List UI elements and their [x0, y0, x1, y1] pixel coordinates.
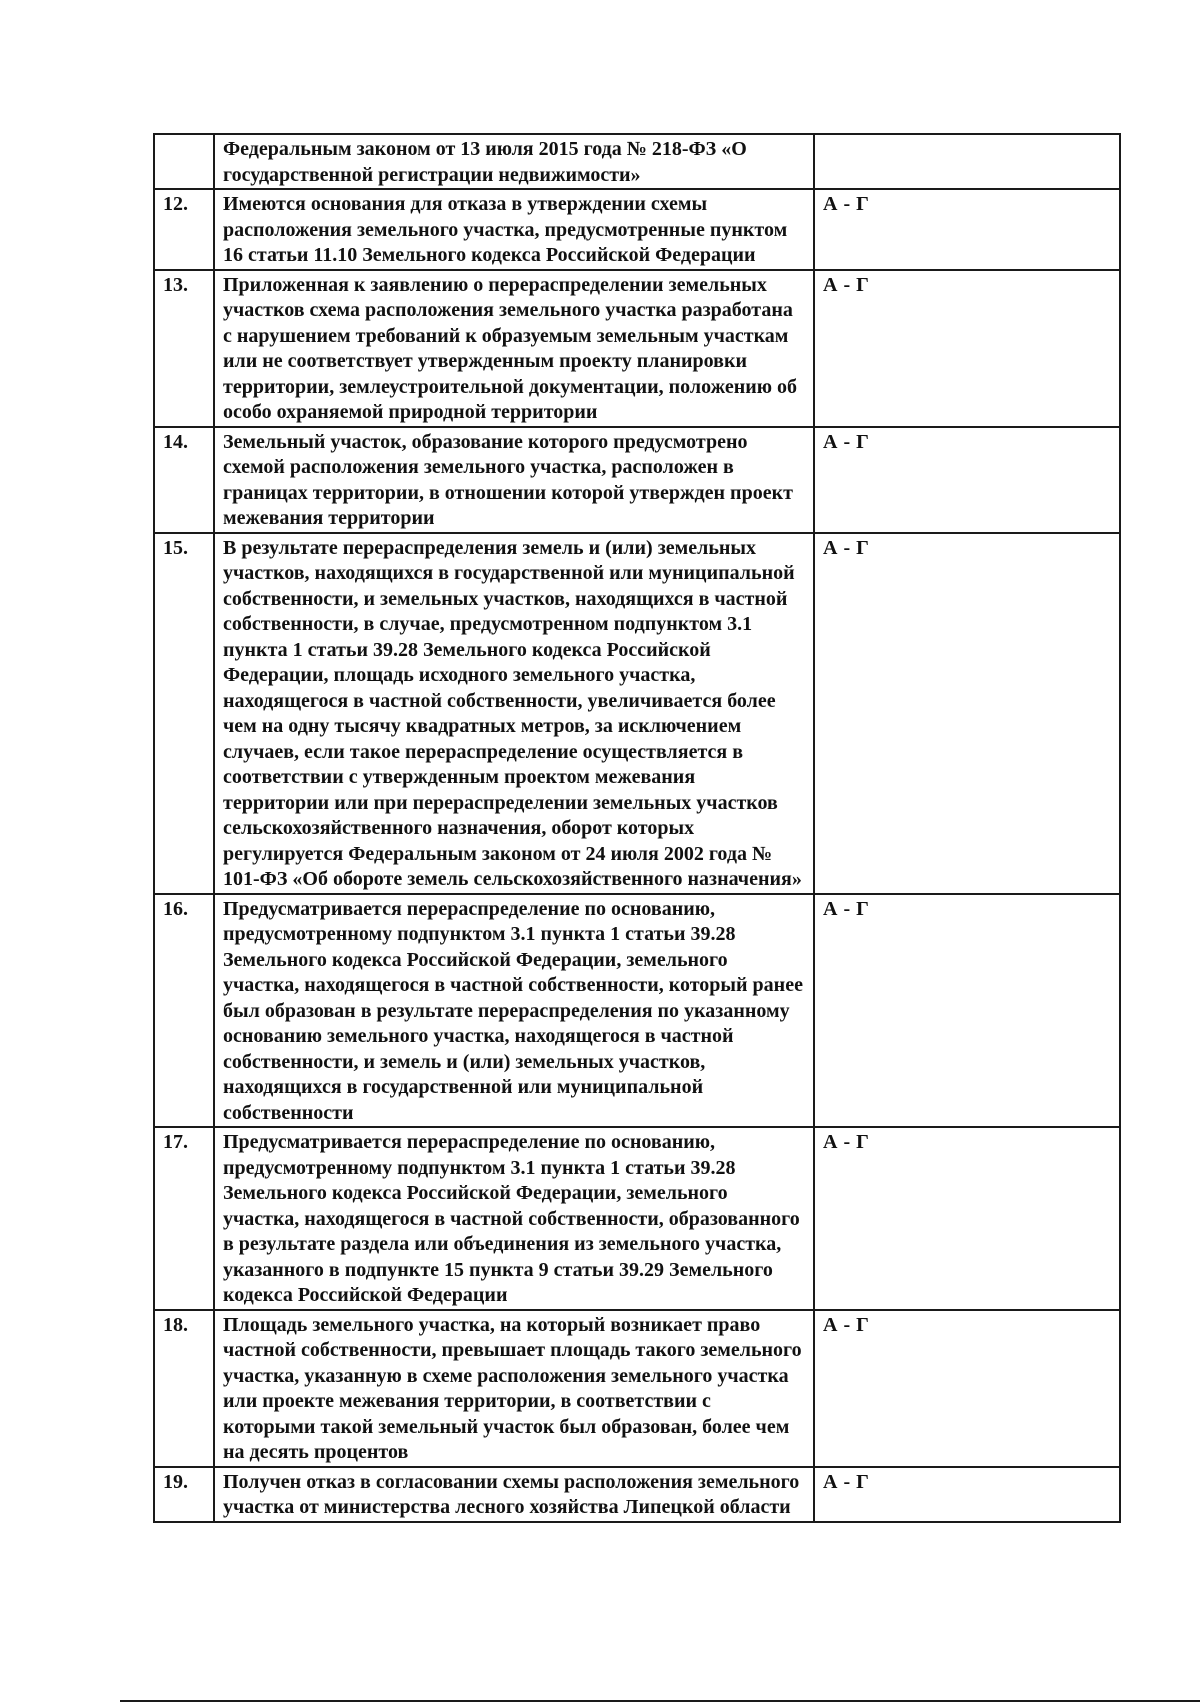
row-number: 12. [154, 189, 214, 270]
row-code: А - Г [814, 894, 1120, 1128]
table-row [154, 270, 1120, 427]
row-code [814, 134, 1120, 189]
row-text: Приложенная к заявлению о перераспределении земельных участков схема расположения земельного участка разработана с нарушением требований к образуемым земельным участкам или не соответствует утвержденным проекту планировки территории, землеустроительной документации, положению об особо охраняемой природной территории [214, 270, 814, 427]
row-text: Получен отказ в согласовании схемы расположения земельного участка от министерства лесного хозяйства Липецкой области [214, 1467, 814, 1522]
row-code: А - Г [814, 1127, 1120, 1310]
row-text: Предусматривается перераспределение по основанию, предусмотренному подпунктом 3.1 пункта 1 статьи 39.28 Земельного кодекса Российской Федерации, земельного участка, находящегося в частной собственности, который ранее был образован в результате перераспределения по указанному основанию земельного участка, находящегося в частной собственности, и земель и (или) земельных участков, находящихся в государственной или муниципальной собственности [214, 894, 814, 1128]
bottom-divider [120, 1700, 1200, 1702]
table-row [154, 189, 1120, 270]
row-number [154, 134, 214, 189]
table-row [154, 1467, 1120, 1522]
row-number: 17. [154, 1127, 214, 1310]
row-code: А - Г [814, 1310, 1120, 1467]
row-number: 15. [154, 533, 214, 894]
table-row [154, 134, 1120, 189]
row-text: В результате перераспределения земель и (или) земельных участков, находящихся в государственной или муниципальной собственности, и земельных участков, находящихся в частной собственности, в случае, предусмотренном подпунктом 3.1 пункта 1 статьи 39.28 Земельного кодекса Российской Федерации, площадь исходного земельного участка, находящегося в частной собственности, увеличивается более чем на одну тысячу квадратных метров, за исключением случаев, если такое перераспределение осуществляется в соответствии с утвержденным проектом межевания территории или при перераспределении земельных участков сельскохозяйственного назначения, оборот которых регулируется Федеральным законом от 24 июля 2002 года № 101-ФЗ «Об обороте земель сельскохозяйственного назначения» [214, 533, 814, 894]
row-code: А - Г [814, 533, 1120, 894]
row-number: 14. [154, 427, 214, 533]
row-code: А - Г [814, 1467, 1120, 1522]
table-row [154, 894, 1120, 1128]
row-text: Площадь земельного участка, на который возникает право частной собственности, превышает площадь такого земельного участка, указанную в схеме расположения земельного участка или проекте межевания территории, в соответствии с которыми такой земельный участок был образован, более чем на десять процентов [214, 1310, 814, 1467]
row-code: А - Г [814, 189, 1120, 270]
row-code: А - Г [814, 427, 1120, 533]
row-text: Земельный участок, образование которого предусмотрено схемой расположения земельного участка, расположен в границах территории, в отношении которой утвержден проект межевания территории [214, 427, 814, 533]
table-row [154, 427, 1120, 533]
row-text: Предусматривается перераспределение по основанию, предусмотренному подпунктом 3.1 пункта 1 статьи 39.28 Земельного кодекса Российской Федерации, земельного участка, находящегося в частной собственности, образованного в результате раздела или объединения из земельного участка, указанного в подпункте 15 пункта 9 статьи 39.29 Земельного кодекса Российской Федерации [214, 1127, 814, 1310]
table-row [154, 1310, 1120, 1467]
table-row [154, 533, 1120, 894]
row-number: 19. [154, 1467, 214, 1522]
row-text: Федеральным законом от 13 июля 2015 года № 218-ФЗ «О государственной регистрации недвижимости» [214, 134, 814, 189]
row-number: 18. [154, 1310, 214, 1467]
row-number: 13. [154, 270, 214, 427]
row-code: А - Г [814, 270, 1120, 427]
table-row [154, 1127, 1120, 1310]
grounds-table [153, 133, 1121, 1523]
row-text: Имеются основания для отказа в утверждении схемы расположения земельного участка, предусмотренные пунктом 16 статьи 11.10 Земельного кодекса Российской Федерации [214, 189, 814, 270]
row-number: 16. [154, 894, 214, 1128]
